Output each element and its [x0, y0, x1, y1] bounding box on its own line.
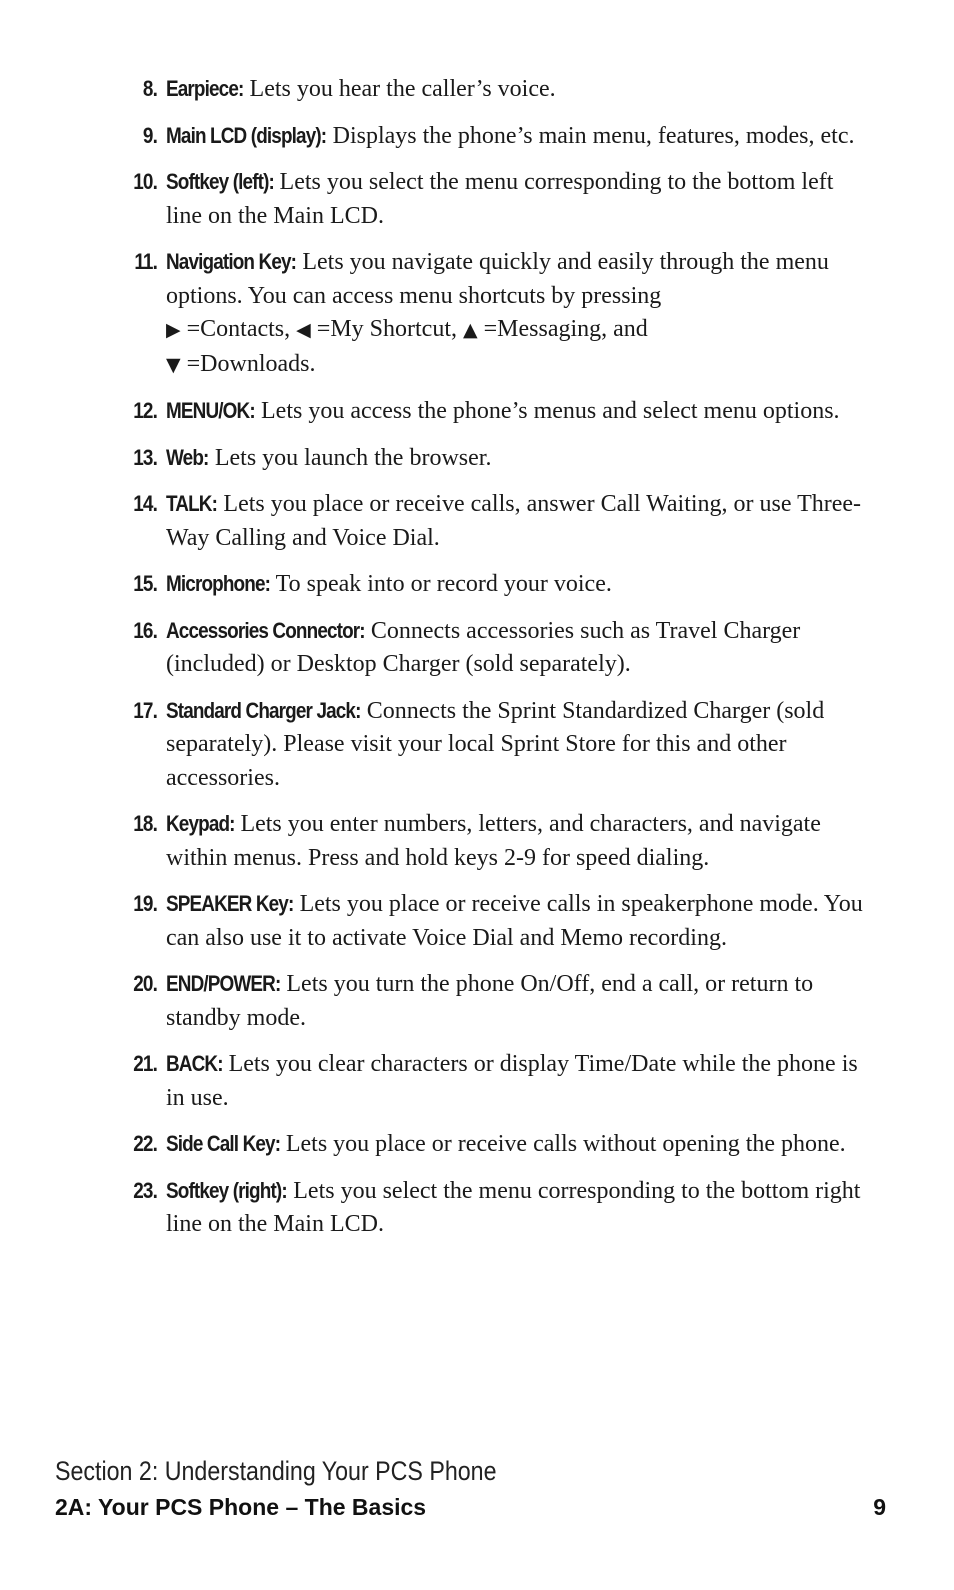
item-text: Lets you turn the phone On/Off, end a call, or return to standby mode.: [166, 971, 814, 1031]
item-term: Keypad:: [166, 811, 235, 836]
list-item: [0, 72, 954, 107]
item-description: [166, 967, 866, 1035]
item-text: Lets you access the phone’s menus and select menu options.: [255, 398, 840, 424]
item-text: Lets you navigate quickly and easily through the menu options. You can access menu shortcuts by pressing: [166, 249, 829, 309]
arrow-icon: ▶: [166, 319, 181, 341]
page-number: 9: [873, 1494, 886, 1520]
item-description: [166, 165, 866, 233]
item-text: Connects the Sprint Standardized Charger (sold separately). Please visit your local Sprint Store for this and other accessories.: [166, 697, 825, 791]
item-term: MENU/OK:: [166, 398, 255, 423]
item-term: Side Call Key:: [166, 1131, 281, 1156]
item-text: Lets you select the menu corresponding to the bottom left line on the Main LCD.: [166, 169, 834, 229]
item-text: Lets you launch the browser.: [208, 444, 492, 471]
item-term: Earpiece:: [166, 76, 244, 101]
shortcut-label: =My Shortcut,: [316, 316, 457, 342]
item-number: 17.: [133, 697, 157, 723]
item-text: Lets you hear the caller’s voice.: [243, 76, 556, 102]
item-term: Standard Charger Jack:: [166, 697, 361, 723]
item-number: 19.: [133, 891, 157, 916]
item-number: 11.: [134, 249, 157, 274]
item-term: Accessories Connector:: [166, 617, 365, 643]
item-term: BACK:: [166, 1051, 223, 1076]
list-item: [0, 614, 954, 682]
item-number: 15.: [133, 571, 157, 596]
list-item: [0, 567, 954, 602]
list-item: [0, 119, 954, 154]
list-item: [0, 394, 954, 429]
item-text: Connects accessories such as Travel Charger (included) or Desktop Charger (sold separately).: [166, 617, 801, 677]
item-term: Softkey (left):: [166, 169, 274, 194]
list-item: [0, 487, 954, 555]
list-item: [0, 967, 954, 1035]
footer-subsection-title: 2A: Your PCS Phone – The Basics: [55, 1494, 427, 1520]
item-term: SPEAKER Key:: [166, 891, 294, 916]
shortcut-label: =Contacts,: [186, 316, 291, 342]
item-number: 16.: [133, 617, 157, 643]
item-number: 14.: [133, 491, 157, 516]
item-description: [166, 441, 866, 476]
list-item: [0, 807, 954, 875]
item-description: [166, 487, 866, 555]
item-number: 21.: [133, 1051, 157, 1076]
arrow-icon: ◀: [296, 319, 311, 341]
list-item: [0, 694, 954, 796]
item-text: To speak into or record your voice.: [270, 571, 612, 597]
arrow-icon: ▲: [462, 319, 478, 341]
item-text: Lets you place or receive calls without opening the phone.: [279, 1131, 846, 1157]
list-item: [0, 887, 954, 955]
item-number: 10.: [133, 169, 157, 194]
item-number: 20.: [133, 971, 157, 996]
footer-section-title: Section 2: Understanding Your PCS Phone: [55, 1456, 497, 1486]
item-text: Displays the phone’s main menu, features, modes, etc.: [326, 122, 855, 149]
item-term: Main LCD (display):: [166, 122, 327, 148]
arrow-icon: ▼: [166, 353, 181, 376]
item-term: Microphone:: [166, 571, 271, 596]
item-number: 12.: [133, 398, 157, 423]
item-number: 13.: [133, 444, 157, 470]
item-text: Lets you place or receive calls, answer Call Waiting, or use Three-Way Calling and Voice Dial.: [166, 491, 862, 551]
item-term: Softkey (right):: [166, 1177, 287, 1203]
item-text: Lets you select the menu corresponding to the bottom right line on the Main LCD.: [166, 1177, 861, 1237]
list-item: [0, 1047, 954, 1115]
item-description: [166, 72, 866, 107]
list-item: [0, 1174, 954, 1242]
list-item: [0, 441, 954, 476]
item-description: [166, 394, 866, 429]
list-item: [0, 245, 954, 382]
item-description: [166, 567, 866, 602]
item-term: Web:: [166, 444, 209, 470]
item-term: END/POWER:: [166, 971, 281, 996]
list-item: [0, 1127, 954, 1162]
feature-list: [0, 72, 954, 1254]
item-description: [166, 119, 866, 154]
item-text: Lets you place or receive calls in speakerphone mode. You can also use it to activate Voice Dial and Memo recording.: [166, 891, 863, 951]
list-item: [0, 165, 954, 233]
item-description: [166, 614, 866, 682]
item-description: [166, 1047, 866, 1115]
shortcut-label: =Downloads.: [186, 350, 316, 377]
shortcut-label: =Messaging, and: [483, 316, 648, 342]
item-description: [166, 1174, 866, 1242]
item-text: Lets you enter numbers, letters, and characters, and navigate within menus. Press and hold keys 2-9 for speed dialing.: [166, 811, 821, 871]
item-number: 23.: [133, 1177, 157, 1203]
item-description: [166, 245, 866, 382]
item-text: Lets you clear characters or display Time/Date while the phone is in use.: [166, 1051, 858, 1111]
item-description: [166, 1127, 866, 1162]
item-number: 9.: [142, 122, 157, 148]
item-term: Navigation Key:: [166, 249, 297, 274]
item-description: [166, 807, 866, 875]
item-term: TALK:: [166, 491, 218, 516]
item-number: 22.: [133, 1131, 157, 1156]
item-number: 18.: [133, 811, 157, 836]
item-number: 8.: [142, 76, 157, 101]
item-description: [166, 694, 866, 796]
item-description: [166, 887, 866, 955]
